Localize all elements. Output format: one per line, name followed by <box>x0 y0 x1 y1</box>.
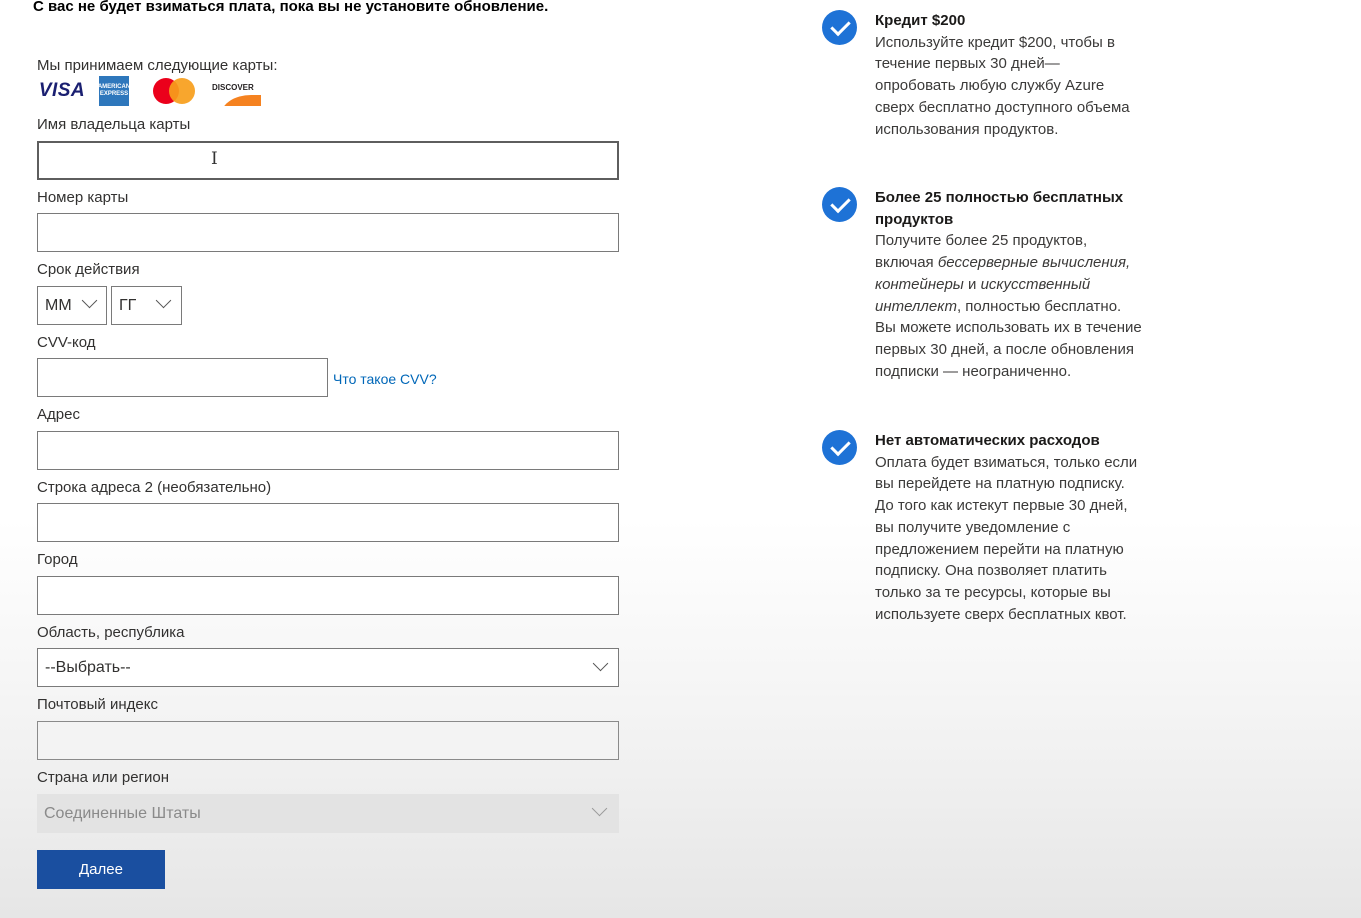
address2-input[interactable] <box>37 503 619 542</box>
visa-logo-icon: VISA <box>38 80 86 101</box>
postal-code-input[interactable] <box>37 721 619 760</box>
cardholder-name-input[interactable] <box>37 141 619 180</box>
mastercard-logo-icon <box>153 76 195 106</box>
country-label: Страна или регион <box>37 769 170 786</box>
benefit-description: Оплата будет взиматься, только если вы перейдете на платную подписку. До того как истекут первые 30 дней, вы получите уведомление с предложением перейти на платную подписку. Она позволяет платить только за те ресурсы, которые вы используете сверх бесплатных квот. <box>875 453 1138 623</box>
country-select[interactable] <box>37 794 619 833</box>
expiry-year-select[interactable] <box>111 286 182 325</box>
address-label: Адрес <box>37 406 80 423</box>
expiry-month-value: MM <box>45 296 72 314</box>
cvv-label: CVV-код <box>37 334 96 351</box>
discover-logo-icon: DISCOVER <box>209 76 261 106</box>
billing-notice: С вас не будет взиматься плата, пока вы не установите обновление. <box>33 0 549 15</box>
card-number-input[interactable] <box>37 213 619 252</box>
accepted-cards-label: Мы принимаем следующие карты: <box>37 57 278 74</box>
country-value: Соединенные Штаты <box>44 804 201 822</box>
accepted-cards-list <box>37 76 273 106</box>
benefit-description: Получите более 25 продуктов, включая бессерверные вычисления, контейнеры и искусственный интеллект, полностью бесплатно. Вы можете использовать их в течение первых 30 дней, а после обновления подписки — неограниченно. <box>875 232 1142 380</box>
cardholder-name-label: Имя владельца карты <box>37 116 191 133</box>
city-label: Город <box>37 551 78 568</box>
benefit-title: Нет автоматических расходов <box>875 432 1100 449</box>
region-value: --Выбрать-- <box>45 658 131 676</box>
expiry-month-select[interactable] <box>37 286 107 325</box>
region-label: Область, республика <box>37 624 185 641</box>
checkmark-circle-icon <box>822 10 857 45</box>
benefit-title: Более 25 полностью бесплатных продуктов <box>875 189 1124 228</box>
next-button[interactable]: Далее <box>37 850 165 889</box>
address2-label: Строка адреса 2 (необязательно) <box>37 479 272 496</box>
address-input[interactable] <box>37 431 619 470</box>
cvv-input[interactable] <box>37 358 328 397</box>
region-select[interactable] <box>37 648 619 687</box>
expiry-year-value: ГГ <box>119 296 137 314</box>
checkmark-circle-icon <box>822 430 857 465</box>
text-cursor-icon: I <box>211 149 218 169</box>
cvv-help-link[interactable]: Что такое CVV? <box>333 371 437 387</box>
checkmark-circle-icon <box>822 187 857 222</box>
city-input[interactable] <box>37 576 619 615</box>
benefit-description: Используйте кредит $200, чтобы в течение первых 30 дней— опробовать любую службу Azure сверх бесплатно доступного объема использования продуктов. <box>875 33 1130 138</box>
amex-logo-icon: AMERICAN EXPRESS <box>99 76 129 106</box>
postal-code-label: Почтовый индекс <box>37 696 158 713</box>
card-number-label: Номер карты <box>37 189 129 206</box>
benefit-title: Кредит $200 <box>875 12 966 29</box>
expiry-label: Срок действия <box>37 261 140 278</box>
